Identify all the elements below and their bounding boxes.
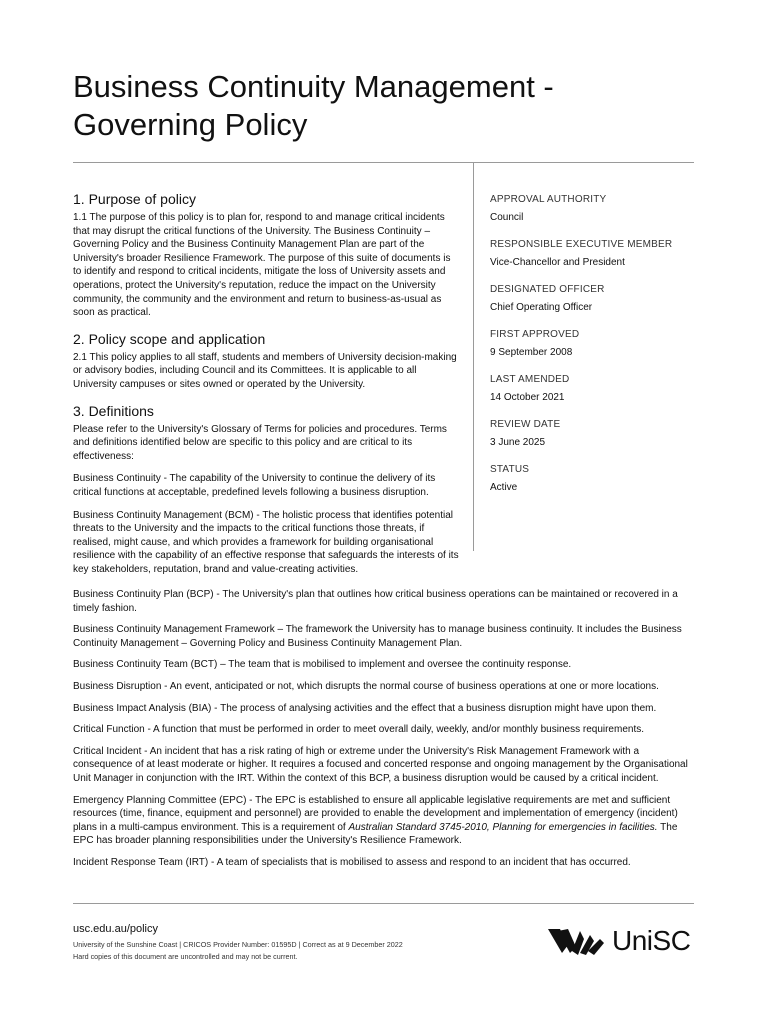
definition-irt: Incident Response Team (IRT) - A team of specialists that is mobilised to assess and respond to an incident that has occurred. bbox=[73, 856, 631, 868]
meta-label: APPROVAL AUTHORITY bbox=[490, 194, 607, 205]
section-heading-scope: 2. Policy scope and application bbox=[73, 330, 266, 347]
meta-approval-authority bbox=[490, 193, 700, 224]
meta-value: Chief Operating Officer bbox=[490, 302, 593, 313]
meta-value: Vice-Chancellor and President bbox=[490, 257, 625, 268]
definition-item: Business Continuity Plan (BCP) - The University's plan that outlines how critical business operations can be maintained or recovered in a timely fashion. bbox=[73, 589, 678, 614]
policy-metadata bbox=[490, 193, 700, 508]
definition-bcm: Business Continuity Management (BCM) - The holistic process that identifies potential threats to the University and the impacts to the critical functions those threats, if realised, might cause, and which provides a framework for building organisational resilience with the capability of an effective response that safeguards the interests of its key stakeholders, reputation, brand and value-creating activities. bbox=[73, 509, 459, 575]
meta-label: STATUS bbox=[490, 464, 530, 475]
page-title-line-1: Business Continuity Management - bbox=[73, 69, 554, 104]
meta-review-date bbox=[490, 418, 700, 449]
definition-business-continuity: Business Continuity - The capability of the University to continue the delivery of its critical functions at acceptable, predefined levels following a business disruption. bbox=[73, 473, 436, 498]
page-title bbox=[73, 68, 673, 144]
meta-value: 9 September 2008 bbox=[490, 347, 573, 358]
epc-text-1: Emergency Planning Committee (EPC) - The EPC is established to ensure all applicable legislative requirements are met and sufficient resources (time, finance, equipment and personnel) are provided to enable the development and implementation of emergency (incident) plans in a multi-campus environment. This is a requirement of bbox=[73, 794, 678, 833]
meta-label: RESPONSIBLE EXECUTIVE MEMBER bbox=[490, 239, 673, 250]
definition-item: Business Continuity Management Framework – The framework the University has to manage business continuity. It includes the Business Continuity Management – Governing Policy and Business Continuity Management Plan. bbox=[73, 624, 682, 649]
definition-item: Critical Function - A function that must be performed in order to meet overall daily, weekly, and/or monthly business requirements. bbox=[73, 724, 645, 736]
definition-item: Business Impact Analysis (BIA) - The process of analysing activities and the effect that a business disruption might have upon them. bbox=[73, 702, 657, 714]
footer-policy-link[interactable]: usc.edu.au/policy bbox=[73, 923, 158, 935]
footer-disclaimer: Hard copies of this document are uncontrolled and may not be current. bbox=[73, 952, 298, 961]
top-divider bbox=[73, 162, 694, 163]
meta-status bbox=[490, 463, 700, 494]
meta-value: 3 June 2025 bbox=[490, 437, 546, 448]
epc-standard-citation: Australian Standard 3745-2010, Planning for emergencies in facilities. bbox=[348, 821, 658, 833]
definition-item: Business Continuity Team (BCT) – The team that is mobilised to implement and oversee the continuity response. bbox=[73, 659, 572, 671]
main-column bbox=[73, 190, 459, 576]
meta-first-approved bbox=[490, 328, 700, 359]
meta-value: 14 October 2021 bbox=[490, 392, 565, 403]
footer-divider bbox=[73, 903, 694, 904]
section-heading-purpose: 1. Purpose of policy bbox=[73, 191, 196, 207]
section-heading-definitions: 3. Definitions bbox=[73, 402, 154, 419]
meta-last-amended bbox=[490, 373, 700, 404]
definition-item: Critical Incident - An incident that has a risk rating of high or extreme under the University's Risk Management Framework with a consequence of at least moderate or higher. It requires a focused and concerted response and ongoing management by the Organisational Unit Manager in conjunction with the IRT. Within the context of this BCP, a business disruption would be caused by a critical incident. bbox=[73, 745, 688, 784]
meta-label: FIRST APPROVED bbox=[490, 329, 580, 340]
meta-responsible-executive bbox=[490, 238, 700, 269]
status-badge: Active bbox=[490, 482, 518, 493]
page-title-line-2: Governing Policy bbox=[73, 107, 308, 142]
definition-epc bbox=[73, 794, 695, 848]
epc-text-2: The EPC has broader planning responsibilities under the University's Resilience Framework. bbox=[73, 821, 678, 847]
scope-text: 2.1 This policy applies to all staff, students and members of University decision-making or advisory bodies, including Council and its Committees. It is applicable to all University campuses or sites owned or operated by the University. bbox=[73, 351, 457, 390]
definition-item: Business Disruption - An event, anticipated or not, which disrupts the normal course of business operations at one or more locations. bbox=[73, 680, 659, 692]
meta-label: DESIGNATED OFFICER bbox=[490, 284, 605, 295]
meta-designated-officer bbox=[490, 283, 700, 314]
meta-label: REVIEW DATE bbox=[490, 419, 561, 430]
meta-value: Council bbox=[490, 212, 524, 223]
purpose-text: 1.1 The purpose of this policy is to plan for, respond to and manage critical incidents that may disrupt the critical functions of the University. The Business Continuity – Governing Policy and the Business Continuity Management Plan are part of the University's broader Resilience Framework. The purpose of this suite of documents is to identify and respond to critical incidents, mitigate the loss of University assets and operations, protect the University's reputation, reduce the impact on the University community, the community and the environment and return to business-as-usual as soon as practical. bbox=[73, 212, 451, 319]
definitions-intro: Please refer to the University's Glossary of Terms for policies and procedures. Terms and definitions identified below are specific to this policy and are critical to its effectiveness: bbox=[73, 423, 447, 462]
unisc-logo-mark-icon bbox=[546, 925, 608, 957]
meta-label: LAST AMENDED bbox=[490, 374, 570, 385]
column-divider bbox=[473, 163, 474, 551]
footer-provider-info: University of the Sunshine Coast | CRICOS Provider Number: 01595D | Correct as at 9 December 2022 bbox=[73, 940, 403, 949]
wide-definitions bbox=[73, 588, 695, 870]
unisc-logo bbox=[546, 924, 696, 958]
unisc-logo-text: UniSC bbox=[612, 925, 691, 956]
